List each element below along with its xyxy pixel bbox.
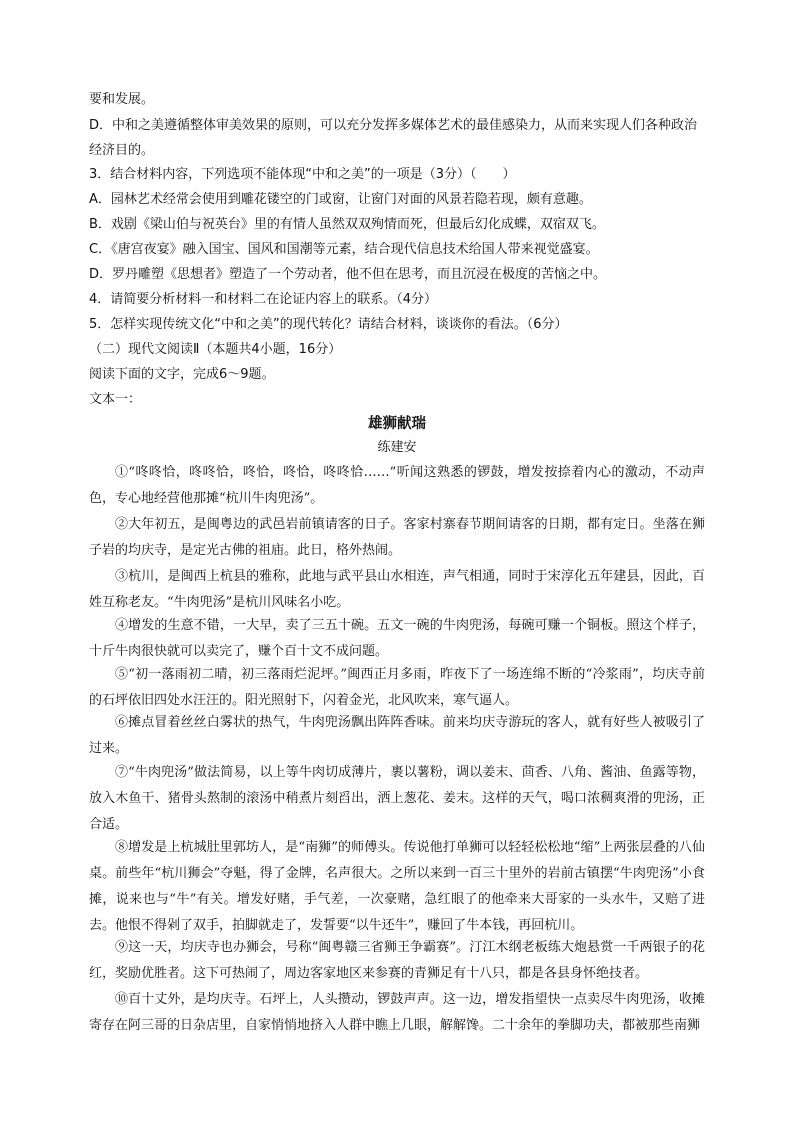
option-d-line: D．中和之美遵循整体审美效果的原则，可以充分发挥多媒体艺术的最佳感染力，从而来实现人们各种政治 xyxy=(89,118,698,133)
text-line: 经济目的。 xyxy=(89,143,155,158)
article-title: 雄狮献瑞 xyxy=(368,415,426,432)
option-b: B．戏剧《梁山伯与祝英台》里的有情人虽然双双殉情而死，但最后幻化成蝶，双宿双飞。 xyxy=(89,217,605,232)
paragraph-5: ⑤“初一落雨初二晴，初三落雨烂泥坪。”闽西正月多雨，昨夜下了一场连绵不断的“冷浆雨”，均庆寺前的石坪依旧四处水汪汪的。阳光照射下，闪着金光，北风吹来，寒气逼人。 xyxy=(89,667,705,708)
paragraph-6: ⑥摊点冒着丝丝白雾状的热气，牛肉兜汤飘出阵阵香味。前来均庆寺游玩的客人，就有好些人被吸引了过来。 xyxy=(89,715,705,756)
reading-instruction: 阅读下面的文字，完成6～9题。 xyxy=(89,367,275,382)
text-one-label: 文本一： xyxy=(89,392,142,407)
question-5: 5．怎样实现传统文化“中和之美”的现代转化？请结合材料，谈谈你的看法。（6分） xyxy=(89,317,568,332)
paragraph-8: ⑧增发是上杭城肚里郭坊人，是“南狮”的师傅头。传说他打单狮可以轻轻松松地“缩”上两张层叠的八仙桌。前些年“杭川狮会”夺魁，得了金牌，名声很大。之所以来到一百三十里外的岩前古镇摆“牛肉兜汤”小食摊，说来也与“牛”有关。增发好赌，手气差，一次豪赌，急红眼了的他牵来大哥家的一头水牛，又赔了进去。他恨不得剁了双手，拍脚就走了，发誓要“以牛还牛”，赚回了牛本钱，再回杭川。 xyxy=(89,840,705,933)
paragraph-2: ②大年初五，是闽粤边的武邑岩前镇请客的日子。客家村寨春节期间请客的日期，都有定日。坐落在狮子岩的均庆寺，是定光古佛的祖庙。此日，格外热闹。 xyxy=(89,517,705,558)
question-4: 4．请简要分析材料一和材料二在论证内容上的联系。（4分） xyxy=(89,292,438,307)
option-a: A．园林艺术经常会使用到雕花镂空的门或窗，让窗门对面的风景若隐若现，颇有意趣。 xyxy=(89,192,592,207)
paragraph-4: ④增发的生意不错，一大早，卖了三五十碗。五文一碗的牛肉兜汤，每碗可赚一个铜板。照这个样子，十斤牛肉很快就可以卖完了，赚个百十文不成问题。 xyxy=(89,618,705,659)
option-d: D．罗丹雕塑《思想者》塑造了一个劳动者，他不但在思考，而且沉浸在极度的苦恼之中。 xyxy=(89,267,607,282)
paragraph-1: ①“咚咚恰，咚咚恰，咚恰，咚恰，咚咚恰……”听闻这熟悉的锣鼓，增发按捺着内心的激动，不动声色，专心地经营他那摊“杭川牛肉兜汤”。 xyxy=(89,465,705,506)
text-line: 要和发展。 xyxy=(89,92,155,107)
paragraph-9: ⑨这一天，均庆寺也办狮会，号称“闽粤赣三省狮王争霸赛”。汀江木纲老板练大炮悬赏一千两银子的花红，奖励优胜者。这下可热闹了，周边客家地区来参赛的青狮足有十八只，都是各县身怀绝技者。 xyxy=(89,940,705,981)
section-heading: （二）现代文阅读Ⅱ（本题共4小题，16分） xyxy=(89,342,342,357)
article-author: 练建安 xyxy=(377,440,417,455)
option-c: C．《唐宫夜宴》融入国宝、国风和国潮等元素，结合现代信息技术给国人带来视觉盛宴。 xyxy=(89,242,599,257)
paragraph-7: ⑦“牛肉兜汤”做法简易，以上等牛肉切成薄片，裹以薯粉，调以姜末、茴香、八角、酱油、鱼露等物，放入木鱼干、猪骨头熬制的滚汤中稍煮片刻舀出，洒上葱花、姜末。这样的天气，喝口浓稠爽滑的兜汤，正合适。 xyxy=(89,765,705,832)
paragraph-10: ⑩百十丈外，是均庆寺。石坪上，人头攒动，锣鼓声声。这一边，增发指望快一点卖尽牛肉兜汤，收摊寄存在阿三哥的日杂店里，自家悄悄地挤入人群中瞧上几眼，解解馋。二十余年的拳脚功夫，都被那些南狮 xyxy=(89,992,705,1033)
question-3: 3．结合材料内容，下列选项不能体现“中和之美”的一项是（3分）（ ） xyxy=(89,167,516,182)
paragraph-3: ③杭川，是闽西上杭县的雅称，此地与武平县山水相连，声气相通，同时于宋淳化五年建县，因此，百姓互称老友。“牛肉兜汤”是杭川风味名小吃。 xyxy=(89,569,705,610)
